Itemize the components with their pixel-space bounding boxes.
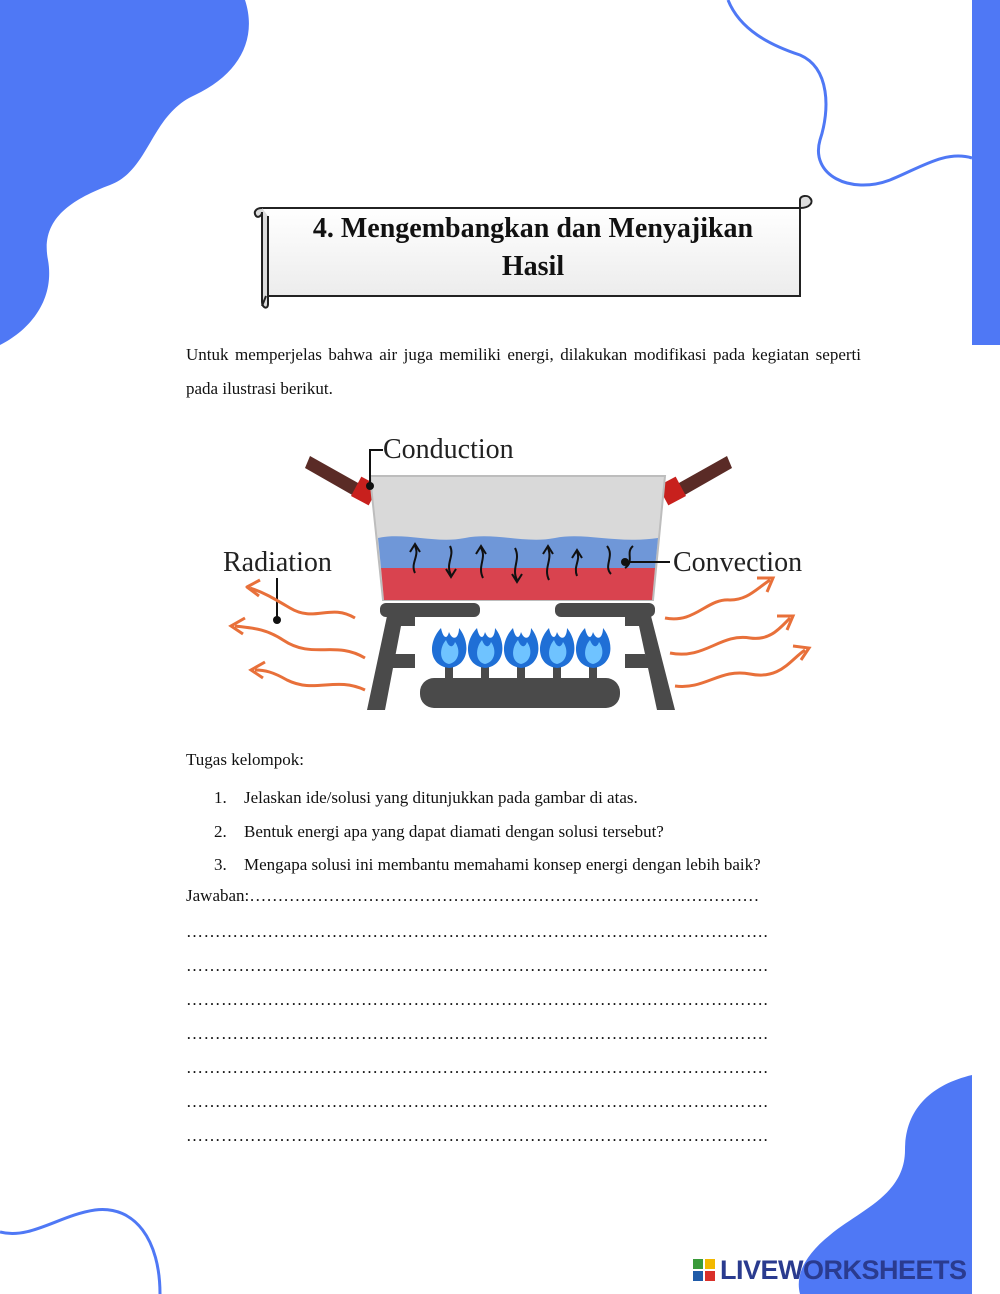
liveworksheets-logo: [692, 1254, 967, 1286]
answer-dots[interactable]: ………………………………………………………………………………: [249, 886, 760, 905]
task-item: [214, 818, 761, 852]
bottom-left-wave-line: [0, 1210, 160, 1294]
answer-line[interactable]: ……………………………………………………………………………………….: [186, 1092, 769, 1111]
intro-paragraph: Untuk memperjelas bahwa air juga memiliki energi, dilakukan modifikasi pada kegiatan seperti pada ilustrasi berikut.: [186, 345, 861, 398]
left-pot-rest: [380, 603, 480, 617]
answer-label: Jawaban:: [186, 886, 250, 905]
top-left-blob: [0, 0, 249, 345]
task-item: [214, 784, 761, 818]
answer-line[interactable]: ……………………………………………………………………………………….: [186, 956, 769, 975]
task-text: Mengapa solusi ini membantu memahami konsep energi dengan lebih baik?: [244, 855, 761, 874]
answer-first-line[interactable]: [186, 886, 759, 906]
title-line-1: 4. Mengembangkan dan Menyajikan: [312, 213, 754, 244]
left-stove-bar: [391, 654, 415, 668]
right-edge-strip: [972, 0, 1000, 345]
answer-line[interactable]: ……………………………………………………………………………………….: [186, 990, 769, 1009]
logo-mark-icon: [692, 1258, 716, 1282]
logo-text: LIVEWORKSHEETS: [720, 1254, 967, 1285]
label-radiation: Radiation: [223, 547, 332, 578]
right-stove-bar: [625, 654, 649, 668]
page-title: [288, 210, 778, 286]
hot-water-layer: [381, 568, 655, 600]
task-item: [214, 851, 761, 885]
task-number: 3.: [214, 855, 227, 874]
burner-base: [420, 678, 620, 708]
task-heading: Tugas kelompok:: [186, 750, 304, 769]
label-conduction: Conduction: [383, 434, 514, 465]
cool-water-layer: [378, 536, 658, 568]
task-number: 1.: [214, 788, 227, 807]
heat-transfer-illustration: [215, 428, 825, 718]
task-text: Bentuk energi apa yang dapat diamati dengan solusi tersebut?: [244, 821, 664, 841]
title-line-2: Hasil: [501, 251, 565, 282]
right-pot-rest: [555, 603, 655, 617]
answer-line[interactable]: ……………………………………………………………………………………….: [186, 1126, 769, 1145]
answer-line[interactable]: ……………………………………………………………………………………….: [186, 1024, 769, 1043]
task-list: [214, 784, 761, 885]
gas-flames: [432, 628, 610, 668]
title-banner: [248, 190, 816, 314]
answer-line[interactable]: ……………………………………………………………………………………….: [186, 922, 769, 941]
task-text: Jelaskan ide/solusi yang ditunjukkan pada gambar di atas.: [244, 788, 638, 807]
label-convection: Convection: [673, 547, 803, 578]
top-right-wave-line: [728, 0, 972, 185]
answer-line[interactable]: ……………………………………………………………………………………….: [186, 1058, 769, 1077]
task-number: 2.: [214, 821, 227, 841]
